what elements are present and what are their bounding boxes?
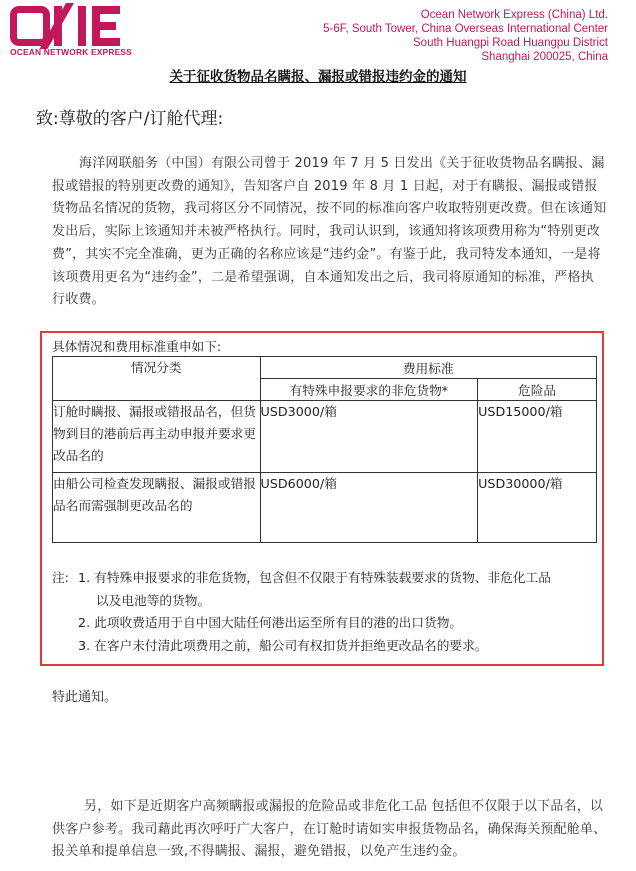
- row-fee-dangerous: USD15000/箱: [478, 401, 597, 473]
- notice-title: 关于征收货物品名瞒报、漏报或错报违约金的通知: [169, 69, 467, 85]
- row-fee-dangerous: USD30000/箱: [478, 473, 597, 543]
- logo-tagline: OCEAN NETWORK EXPRESS: [10, 47, 132, 57]
- closing-notice: 特此通知。: [52, 690, 118, 705]
- note-3: 3. 在客户未付清此项费用之前，船公司有权扣货并拒绝更改品名的要求。: [78, 638, 488, 654]
- note-1: 1. 有特殊申报要求的非危货物，包含但不仅限于有特殊装载要求的货物、非危化工品: [78, 570, 551, 585]
- header-category: 情况分类: [53, 357, 261, 401]
- logo-mark: [10, 6, 128, 44]
- row-category: 订舱时瞒报、漏报或错报品名，但货物到目的港前后再主动申报并要求更改品名的: [53, 401, 261, 473]
- header-non-dangerous: 有特殊申报要求的非危货物*: [260, 379, 478, 401]
- table-intro: 具体情况和费用标准重申如下:: [52, 339, 222, 354]
- address-line: Ocean Network Express (China) Ltd.: [420, 9, 608, 21]
- body-paragraph-1: 海洋网联船务（中国）有限公司曾于 2019 年 7 月 5 日发出《关于征收货物品名瞒报、漏报或错报的特别更改费的通知》，告知客户自 2019 年 8 月 1 日起，对于有瞒报、漏报或错报货物品名情况的货物，我司将区分不同情况，按不同的标准向客户收取特别更改费。但在该通知发出后，实际上该通知并未被严格执行。同时，我司认识到，该通知将该项费用称为“特别更改费”，其实不完全准确，更为正确的名称应该是“违约金”。有鉴于此，我司特发本通知，一是将该项费用更名为“违约金”，二是希望强调，自本通知发出之后，我司将原通知的标准，严格执行收费。: [52, 156, 607, 308]
- header-fee: 费用标准: [260, 357, 596, 379]
- fee-table: [52, 356, 597, 543]
- greeting: 致:尊敬的客户/订舱代理:: [36, 109, 224, 129]
- address-line: South Huangpi Road Huangpu District: [413, 37, 608, 49]
- company-address: [323, 8, 608, 64]
- address-line: 5-6F, South Tower, China Overseas International Center: [323, 23, 608, 35]
- table-row: [53, 473, 597, 543]
- row-fee-non-dangerous: USD3000/箱: [260, 401, 478, 473]
- address-line: Shanghai 200025, China: [481, 51, 608, 63]
- body-paragraph-2: 另，如下是近期客户高频瞒报或漏报的危险品或非危化工品 包括但不仅限于以下品名，以供客户参考。我司藉此再次呼吁广大客户，在订舱时请如实申报货物品名，确保海关预配舱单、报关单和提单信息一致,不得瞒报、漏报，避免错报，以免产生违约金。: [52, 799, 607, 860]
- table-row: [53, 401, 597, 473]
- company-logo: [10, 6, 132, 58]
- row-category: 由船公司检查发现瞒报、漏报或错报品名而需强制更改品名的: [53, 473, 261, 543]
- note-2: 2. 此项收费适用于自中国大陆任何港出运至所有目的港的出口货物。: [78, 615, 463, 631]
- notes-label: 注:: [52, 570, 69, 585]
- header-dangerous: 危险品: [478, 379, 597, 401]
- note-1-continued: 以及电池等的货物。: [96, 592, 211, 608]
- row-fee-non-dangerous: USD6000/箱: [260, 473, 478, 543]
